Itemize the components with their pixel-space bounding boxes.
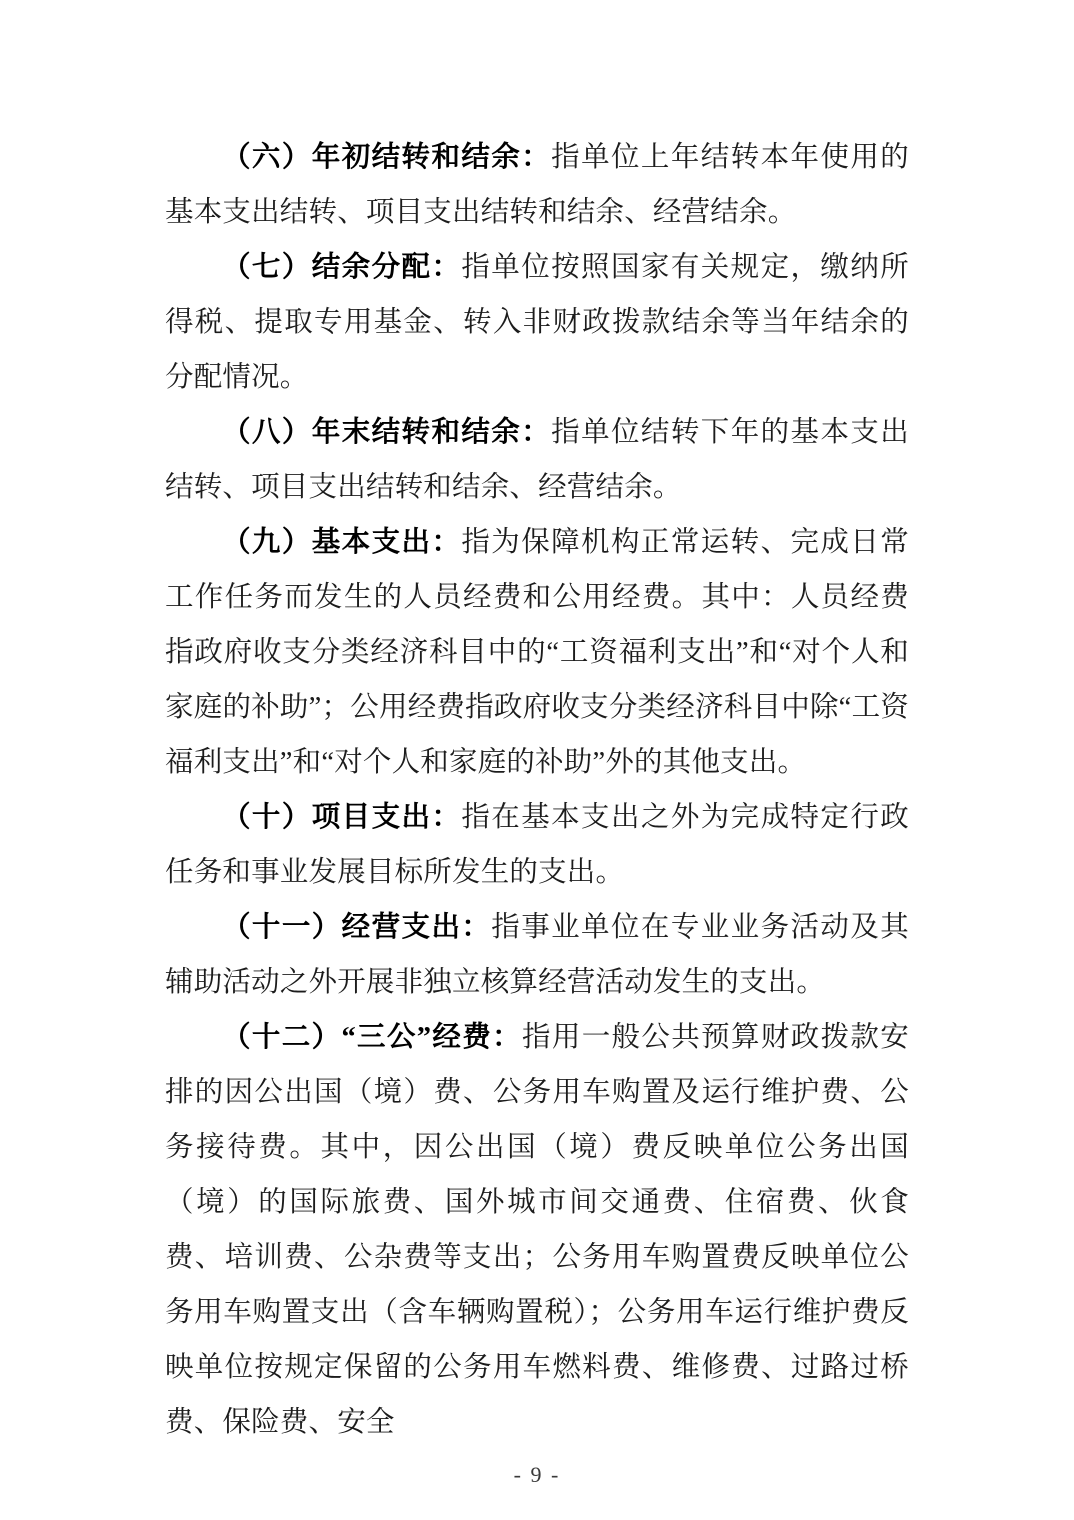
paragraph xyxy=(165,790,909,900)
paragraph-body: 指为保障机构正常运转、完成日常工作任务而发生的人员经费和公用经费。其中：人员经费指政府收支分类经济科目中的“工资福利支出”和“对个人和家庭的补助”；公用经费指政府收支分类经济科目中除“工资福利支出”和“对个人和家庭的补助”外的其他支出。 xyxy=(165,527,909,778)
paragraph-head: （九）基本支出： xyxy=(222,527,462,558)
paragraph-body: 指单位上年结转本年使用的基本支出结转、项目支出结转和结余、经营结余。 xyxy=(165,142,910,228)
paragraph-head: （十一）经营支出： xyxy=(222,912,492,943)
paragraph xyxy=(165,900,909,1010)
paragraph-head: （八）年末结转和结余： xyxy=(222,417,552,448)
paragraph-head: （七）结余分配： xyxy=(222,252,462,283)
paragraph xyxy=(165,405,909,515)
paragraph xyxy=(165,515,909,790)
document-body xyxy=(165,130,909,1450)
paragraph-body: 指事业单位在专业业务活动及其辅助活动之外开展非独立核算经营活动发生的支出。 xyxy=(165,912,909,998)
paragraph xyxy=(165,130,909,240)
paragraph-body: 指单位结转下年的基本支出结转、项目支出结转和结余、经营结余。 xyxy=(165,417,910,503)
page-number: - 9 - xyxy=(513,1462,561,1487)
paragraph-head: （六）年初结转和结余： xyxy=(222,142,552,173)
paragraph xyxy=(165,240,909,405)
paragraph-head: （十）项目支出： xyxy=(222,802,462,833)
paragraph-head: （十二）“三公”经费： xyxy=(222,1022,522,1053)
paragraph-body: 指用一般公共预算财政拨款安排的因公出国（境）费、公务用车购置及运行维护费、公务接待费。其中，因公出国（境）费反映单位公务出国（境）的国际旅费、国外城市间交通费、住宿费、伙食费、培训费、公杂费等支出；公务用车购置费反映单位公务用车购置支出（含车辆购置税）；公务用车运行维护费反映单位按规定保留的公务用车燃料费、维修费、过路过桥费、保险费、安全 xyxy=(165,1022,909,1438)
paragraph-body: 指单位按照国家有关规定，缴纳所得税、提取专用基金、转入非财政拨款结余等当年结余的分配情况。 xyxy=(165,252,909,393)
paragraph-body: 指在基本支出之外为完成特定行政任务和事业发展目标所发生的支出。 xyxy=(165,802,909,888)
paragraph xyxy=(165,1010,909,1450)
